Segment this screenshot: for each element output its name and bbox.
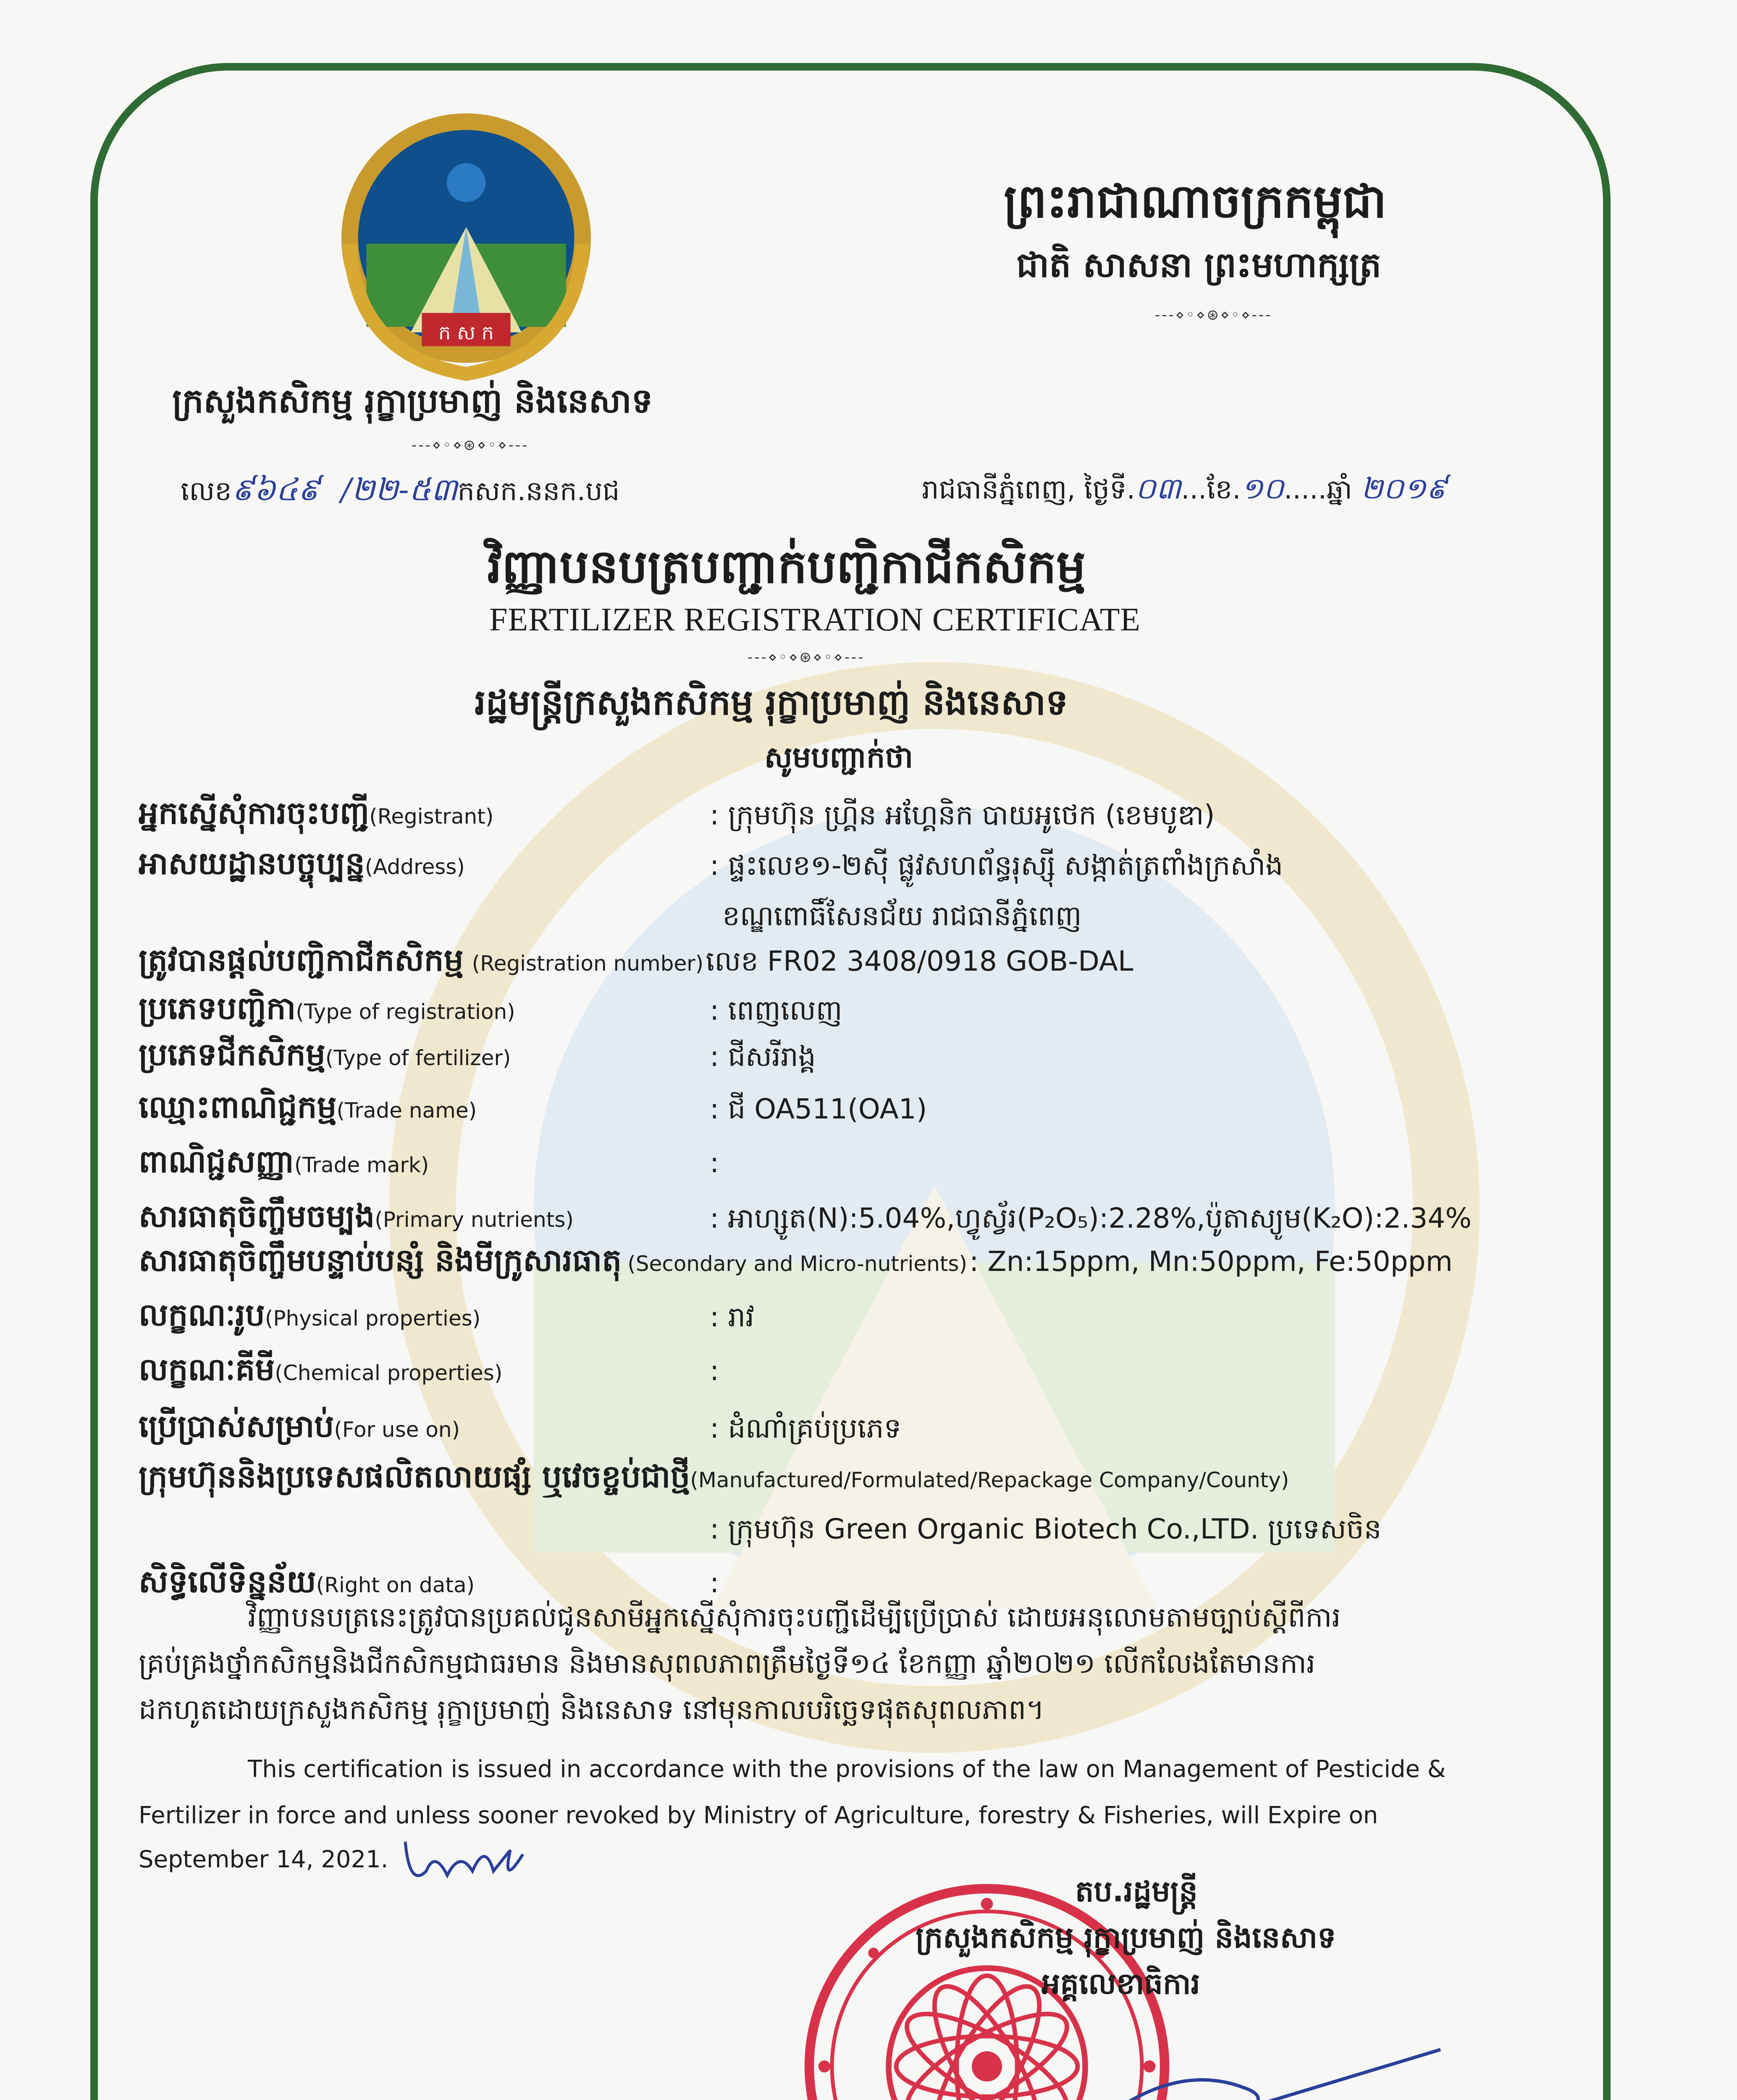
body-km-line1: វិញ្ញាបនបត្រនេះត្រូវបានប្រគល់ជូនសាមីអ្នកស្នើសុំការចុះបញ្ជីដើម្បីប្រើប្រាស់ ដោយអនុលោមតាមច្បាប់ស្ដីពីការ bbox=[248, 1601, 1341, 1633]
address-value: : ផ្ទះលេខ១-២ស៊ី ផ្លូវសហព័ន្ធរុស្ស៊ី សង្កាត់ត្រពាំងក្រសាំង bbox=[710, 849, 1283, 882]
type-of-fertilizer-value: : ជីសរីរាង្គ bbox=[710, 1040, 816, 1073]
trade-name-value: : ជី OA511(OA1) bbox=[710, 1093, 927, 1125]
certifies-heading: សូមបញ្ជាក់ថា bbox=[764, 740, 913, 774]
minister-heading: រដ្ឋមន្ត្រីក្រសួងកសិកម្ម រុក្ខាប្រមាញ់ និងនេសាទ bbox=[475, 682, 1068, 723]
right-on-data-value: : bbox=[710, 1567, 719, 1599]
national-motto: ជាតិ សាសនា ព្រះមហាក្សត្រ bbox=[1016, 245, 1382, 285]
body-km-line3: ដកហូតដោយក្រសួងកសិកម្ម រុក្ខាប្រមាញ់ និងនេសាទ នៅមុនកាលបរិច្ឆេទផុតសុពលភាព។ bbox=[139, 1693, 1044, 1726]
body-en-line1: This certification is issued in accordance with the provisions of the law on Management of Pesticide & bbox=[248, 1756, 1446, 1783]
title-ornament: ---⋄◦⋄⊛⋄◦⋄--- bbox=[748, 649, 865, 666]
signature-title-line2: ក្រសួងកសិកម្ម រុក្ខាប្រមាញ់ និងនេសាទ bbox=[916, 1920, 1336, 1955]
field-chemical-properties: លក្ខណៈគីមី(Chemical properties) bbox=[139, 1352, 503, 1388]
field-for-use-on: ប្រើប្រាស់សម្រាប់(For use on) bbox=[139, 1408, 460, 1444]
body-km-line2: គ្រប់គ្រងថ្នាំកសិកម្មនិងជីកសិកម្មជាធរមាន និងមានសុពលភាពត្រឹមថ្ងៃទី១៤ ខែកញ្ញា ឆ្នាំ២០២១ លើកលែងតែមានការ bbox=[139, 1647, 1315, 1680]
ministry-emblem bbox=[328, 105, 605, 391]
field-type-of-fertilizer: ប្រភេទជីកសិកម្ម(Type of fertilizer) bbox=[139, 1037, 511, 1073]
primary-nutrients-value: : អាហ្សូត(N):5.04%,ហ្វូស្វ័រ(P₂O₅):2.28%,ប៉ូតាស្យូម(K₂O):2.34% bbox=[710, 1202, 1472, 1234]
field-type-of-registration: ប្រភេទបញ្ជិកា(Type of registration) bbox=[139, 990, 515, 1026]
official-signature bbox=[1092, 2037, 1449, 2100]
body-en-line3: September 14, 2021. bbox=[139, 1846, 388, 1873]
ministry-name: ក្រសួងកសិកម្ម រុក្ខាប្រមាញ់ និងនេសាទ bbox=[172, 381, 653, 420]
trade-mark-value: : bbox=[710, 1147, 719, 1179]
emblem-text: ក ស ក bbox=[438, 321, 494, 344]
field-manufacturer: ក្រុមហ៊ុននិងប្រទេសផលិតលាយផ្សំ ឬវេចខ្ចប់ជាថ្មី(Manufactured/Formulated/Repackage Company/County) bbox=[139, 1459, 1289, 1495]
field-registration-number: ត្រូវបានផ្ដល់បញ្ជិកាជីកសិកម្ម (Registration number) លេខ FR02 3408/0918 GOB-DAL bbox=[139, 942, 1134, 978]
field-secondary-nutrients: សារធាតុចិញ្ចឹមបន្ទាប់បន្សំ និងមីក្រូសារធាតុ (Secondary and Micro-nutrients) : Zn:15ppm, Mn:50ppm, Fe:50ppm bbox=[139, 1242, 1453, 1278]
address-value-line2: ខណ្ឌពោធិ៍សែនជ័យ រាជធានីភ្នំពេញ bbox=[722, 900, 1082, 932]
field-address: អាសយដ្ឋានបច្ចុប្បន្ន(Address) bbox=[139, 845, 465, 882]
physical-properties-value: : រាវ bbox=[710, 1301, 755, 1333]
reference-number: លេខ៩៦៤៩ /២២-៥៣កសក.ននក.បជ bbox=[181, 472, 620, 508]
motto-ornament: ---⋄◦⋄⊛⋄◦⋄--- bbox=[1155, 307, 1273, 323]
issue-date: រាជធានីភ្នំពេញ, ថ្ងៃទី.០៣...ខែ.១០.....ឆ្នាំ ២០១៩ bbox=[922, 471, 1447, 506]
manufacturer-value: : ក្រុមហ៊ុន Green Organic Biotech Co.,LTD. ប្រទេសចិន bbox=[710, 1513, 1382, 1545]
for-use-on-value: : ដំណាំគ្រប់ប្រភេទ bbox=[710, 1412, 902, 1444]
body-en-line2: Fertilizer in force and unless sooner revoked by Ministry of Agriculture, forestry & Fisheries, will Expire on bbox=[139, 1802, 1378, 1829]
certificate-title-km: វិញ្ញាបនបត្របញ្ជាក់បញ្ជិកាជីកសិកម្ម bbox=[487, 540, 1086, 593]
field-trade-mark: ពាណិជ្ជសញ្ញា(Trade mark) bbox=[139, 1144, 429, 1180]
field-physical-properties: លក្ខណៈរូប(Physical properties) bbox=[139, 1297, 481, 1333]
signature-title-line1: តប.រដ្ឋមន្ត្រី bbox=[1075, 1874, 1198, 1908]
kingdom-title: ព្រះរាជាណាចក្រកម្ពុជា bbox=[1004, 174, 1387, 228]
registrant-value: : ក្រុមហ៊ុន ហ្គ្រីន អហ្គែនិក បាយអូថេក (ខេមបូឌា) bbox=[710, 799, 1215, 831]
ministry-ornament: ---⋄◦⋄⊛⋄◦⋄--- bbox=[412, 437, 529, 454]
signature-title-line3: អគ្គលេខាធិការ bbox=[1042, 1966, 1200, 2001]
certificate-title-en: FERTILIZER REGISTRATION CERTIFICATE bbox=[489, 601, 1141, 638]
field-registrant: អ្នកស្នើសុំការចុះបញ្ជី(Registrant) bbox=[139, 795, 494, 831]
field-right-on-data: សិទ្ធិលើទិន្នន័យ(Right on data) bbox=[139, 1564, 475, 1600]
field-trade-name: ឈ្មោះពាណិជ្ជកម្ម(Trade name) bbox=[139, 1089, 477, 1125]
field-primary-nutrients: សារធាតុចិញ្ចឹមចម្បង(Primary nutrients) bbox=[139, 1198, 574, 1234]
chemical-properties-value: : bbox=[710, 1354, 719, 1387]
type-of-registration-value: : ពេញលេញ bbox=[710, 994, 842, 1026]
initials-signature bbox=[401, 1825, 527, 1892]
